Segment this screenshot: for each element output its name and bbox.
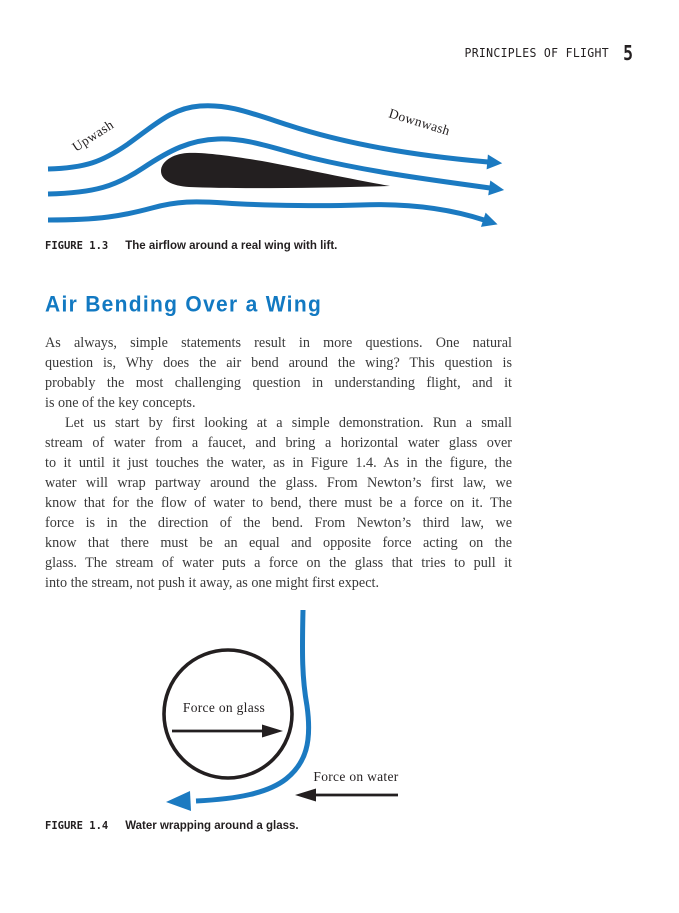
figure-1-4-caption bbox=[45, 820, 299, 832]
downwash-label: Downwash bbox=[387, 105, 452, 139]
body-line: into the stream, not push it away, as one might first expect. bbox=[45, 575, 379, 591]
figure-1-3-label: FIGURE 1.3 bbox=[45, 240, 109, 252]
page-header bbox=[464, 41, 634, 65]
figure-1-4-caption-text: Water wrapping around a glass. bbox=[125, 820, 299, 832]
force-on-water-label: Force on water bbox=[313, 769, 399, 784]
figure-1-3-diagram bbox=[40, 92, 520, 240]
force-on-glass-arrowhead-icon bbox=[262, 725, 283, 738]
running-head-title: PRINCIPLES OF FLIGHT bbox=[464, 45, 609, 61]
body-line: As always, simple statements result in more questions. One natural bbox=[45, 335, 512, 351]
figure-1-4-diagram bbox=[140, 606, 420, 812]
paragraph-1 bbox=[45, 333, 512, 413]
body-line: question is, Why does the air bend around the wing? This question is bbox=[45, 355, 512, 371]
body-line: know that there must be an equal and opposite force acting on the bbox=[45, 535, 512, 551]
figure-1-3-caption bbox=[45, 240, 337, 252]
figure-1-3-caption-text: The airflow around a real wing with lift. bbox=[125, 240, 338, 252]
figure-1-4-label: FIGURE 1.4 bbox=[45, 820, 109, 832]
body-line: to it until it just touches the water, as in Figure 1.4. As in the figure, the bbox=[45, 455, 512, 471]
body-line: probably the most challenging question in understanding flight, and it bbox=[45, 375, 512, 391]
upwash-label: Upwash bbox=[69, 116, 117, 155]
body-line: stream of water from a faucet, and bring a horizontal water glass over bbox=[45, 435, 512, 451]
paragraph-2 bbox=[45, 413, 512, 593]
water-stream-arrowhead-icon bbox=[166, 791, 191, 811]
body-line: know that for the flow of water to bend, there must be a force on it. The bbox=[45, 495, 512, 511]
force-on-water-arrowhead-icon bbox=[295, 789, 316, 802]
body-line: is one of the key concepts. bbox=[45, 395, 196, 411]
force-on-glass-label: Force on glass bbox=[182, 700, 266, 715]
body-line: glass. The stream of water puts a force on the glass that tries to pull it bbox=[45, 555, 512, 571]
airfoil-icon bbox=[161, 153, 390, 188]
streamline-bottom-icon bbox=[48, 202, 484, 220]
page-number: 5 bbox=[623, 41, 633, 65]
body-line: Let us start by first looking at a simple demonstration. Run a small bbox=[65, 415, 512, 431]
body-line: water will wrap partway around the glass. From Newton’s first law, we bbox=[45, 475, 512, 491]
section-heading: Air Bending Over a Wing bbox=[45, 293, 323, 317]
body-line: force is in the direction of the bend. From Newton’s third law, we bbox=[45, 515, 512, 531]
